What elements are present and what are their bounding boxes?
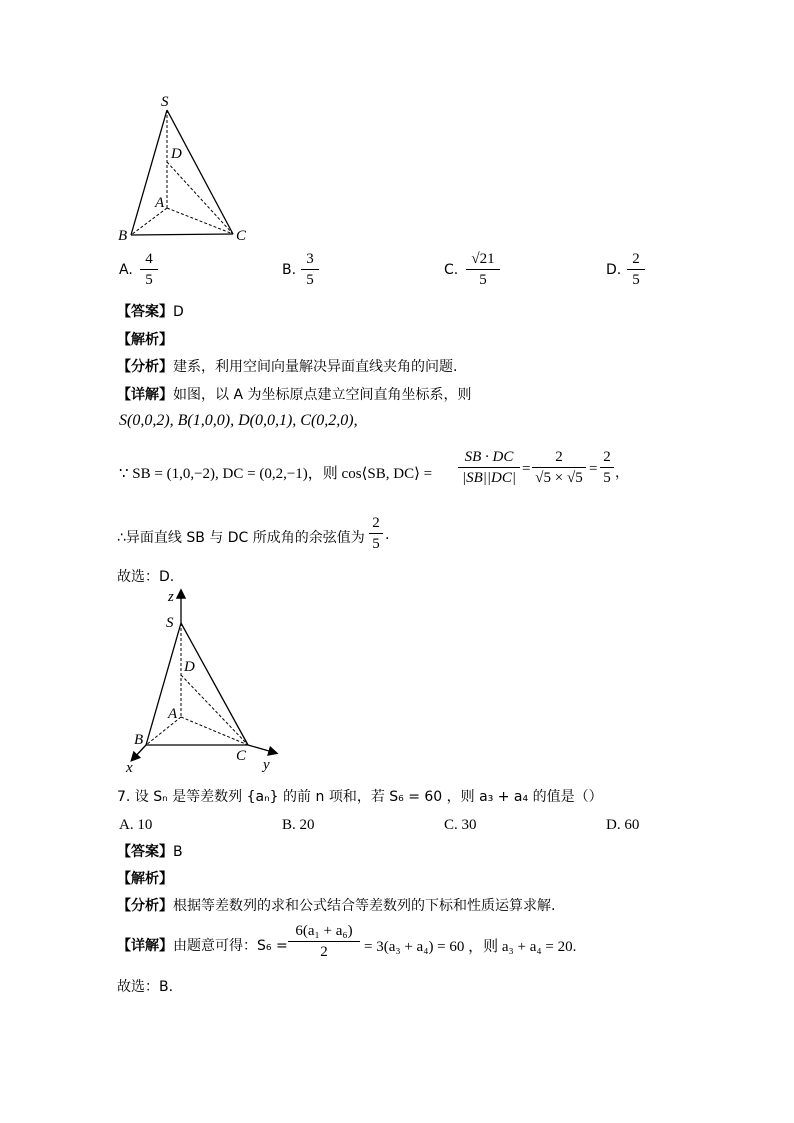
label-C-2: C — [236, 748, 247, 764]
fraction-2-over-root5: 2 √5 × √5 — [532, 448, 586, 487]
q7-option-C[interactable]: C. 30 — [444, 817, 477, 833]
comma: ， — [615, 465, 629, 481]
answer-1 — [117, 301, 184, 321]
label-A-2: A — [168, 706, 178, 722]
label-S: S — [161, 94, 169, 110]
option-D[interactable]: D. — [606, 262, 622, 278]
edge-SC — [167, 110, 233, 234]
label-A: A — [155, 195, 165, 211]
label-B: B — [118, 228, 128, 244]
edge-BC — [131, 234, 233, 235]
option-B[interactable]: B. — [282, 262, 297, 278]
answer-value: D — [173, 304, 184, 320]
fraction-2-over-5: 2 5 — [600, 448, 614, 487]
label-D-2: D — [184, 659, 195, 675]
option-A[interactable]: A. — [119, 262, 133, 278]
equals-2: = — [589, 461, 598, 477]
tetrahedron-figure-1 — [110, 90, 260, 245]
conclusion-1: ∴异面直线 SB 与 DC 所成角的余弦值为 — [117, 530, 365, 546]
analysis-heading-7: 【解析】 — [117, 871, 173, 887]
option-B-fraction: 3 5 — [301, 250, 319, 289]
tetrahedron-figure-2 — [118, 585, 288, 775]
edge-AB — [131, 208, 167, 235]
coordinates-line: S(0,0,2), B(1,0,0), D(0,0,1), C(0,2,0), — [119, 412, 358, 429]
fenxi-7: 【分析】根据等差数列的求和公式结合等差数列的下标和性质运算求解. — [117, 898, 556, 914]
label-y: y — [263, 757, 270, 773]
label-z: z — [168, 589, 174, 605]
xiangjie-7-result: = 3(a₃ + a₄) = 60 ，则 a₃ + a₄ = 20. — [364, 939, 577, 955]
fenxi-1: 【分析】建系，利用空间向量解决异面直线夹角的问题. — [117, 359, 458, 375]
edge-AC-2 — [181, 717, 248, 745]
edge-SB — [131, 110, 167, 235]
label-S-2: S — [166, 615, 174, 631]
xiangjie-1: 【详解】如图，以 A 为坐标原点建立空间直角坐标系，则 — [117, 387, 472, 403]
option-D-fraction: 2 5 — [627, 250, 645, 289]
question-7-text: 7. 设 Sₙ 是等差数列 {aₙ} 的前 n 项和，若 S₆ = 60 ，则 a₃ + a₄ 的值是（） — [117, 789, 603, 805]
choose-7: 故选：B. — [117, 979, 174, 995]
label-C: C — [236, 228, 247, 244]
q7-option-A[interactable]: A. 10 — [119, 817, 153, 833]
label-x: x — [126, 760, 133, 775]
edge-SB-2 — [146, 623, 181, 745]
q7-option-B[interactable]: B. 20 — [282, 817, 315, 833]
choose-1: 故选：D. — [117, 569, 175, 585]
label-D: D — [171, 146, 182, 162]
conclusion-period: . — [385, 527, 390, 543]
equals-1: = — [522, 461, 531, 477]
option-C-fraction: √21 5 — [466, 250, 500, 289]
analysis-heading-1: 【解析】 — [117, 332, 173, 348]
edge-AC — [167, 208, 233, 234]
edge-SC-2 — [181, 623, 248, 745]
cos-fraction: SB · DC |SB||DC| — [458, 448, 520, 487]
answer-tag: 【答案】 — [117, 304, 173, 320]
xiangjie-7: 【详解】由题意可得：S₆ = — [117, 938, 288, 954]
q7-option-D[interactable]: D. 60 — [606, 817, 640, 833]
axis-y — [248, 745, 276, 753]
answer-7: 【答案】B — [117, 844, 183, 860]
vector-line: ∵ SB = (1,0,−2), DC = (0,2,−1)，则 cos⟨SB, DC⟩ = — [119, 466, 433, 482]
sum-fraction: 6(a₁ + a₆) 2 — [288, 922, 360, 961]
conclusion-fraction: 2 5 — [369, 514, 383, 553]
option-C[interactable]: C. — [444, 262, 459, 278]
option-A-fraction: 4 5 — [140, 250, 158, 289]
edge-DC-2 — [181, 675, 248, 745]
label-B-2: B — [134, 732, 144, 748]
